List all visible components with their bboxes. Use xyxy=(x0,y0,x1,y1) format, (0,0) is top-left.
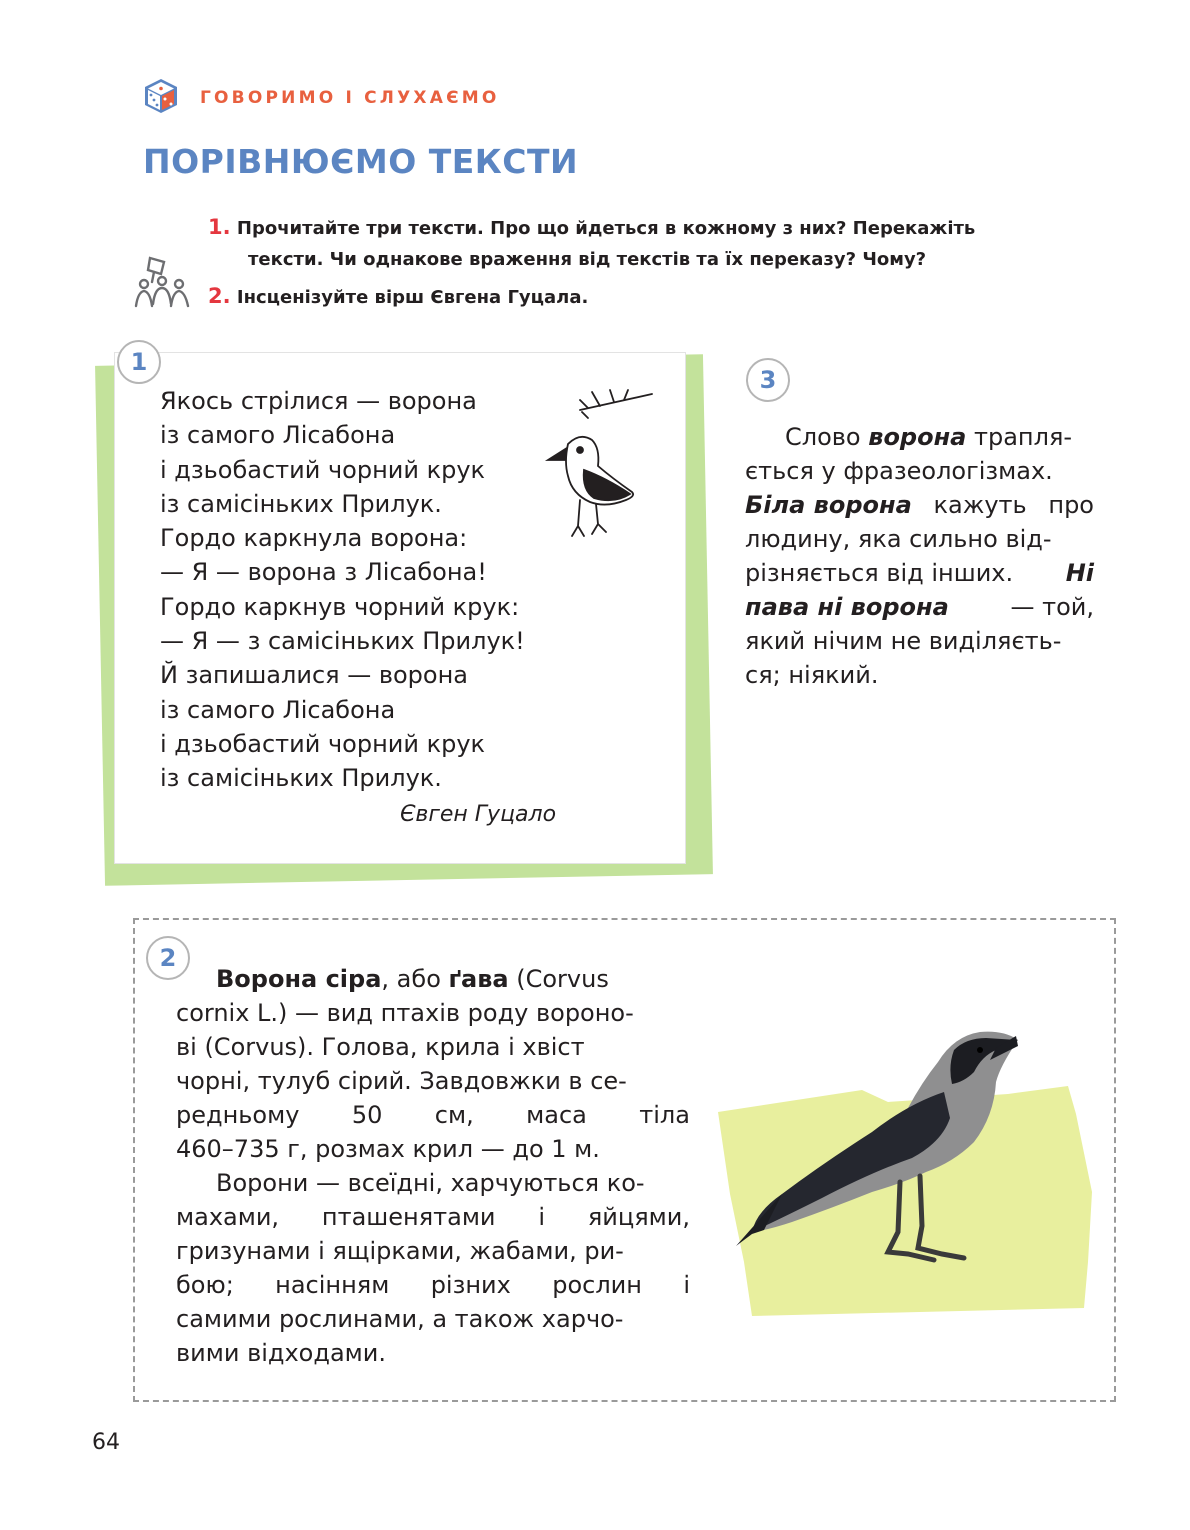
text-2-line: Ворони — всеїдні, харчуються ко- xyxy=(216,1169,645,1197)
text-2-line: вими відходами. xyxy=(176,1339,386,1367)
poem-line: і дзьобастий чорний крук xyxy=(160,455,486,484)
word: різних xyxy=(430,1271,511,1299)
word: см, xyxy=(434,1101,474,1129)
poem-line: із самісіньких Прилук. xyxy=(160,489,442,518)
word: пташенятами xyxy=(321,1203,496,1231)
text-2-line xyxy=(176,962,690,996)
text-3-paragraph xyxy=(745,420,1094,692)
text-3-line xyxy=(745,590,1094,624)
text-2-line: cornix L.) — вид птахів роду вороно- xyxy=(176,999,634,1027)
poem-line: Й запишалися — ворона xyxy=(160,661,468,690)
task-text: Інсценізуйте вірш Євгена Гуцала. xyxy=(236,287,589,308)
poem-line: і дзьобастий чорний крук xyxy=(160,729,486,758)
word: маса xyxy=(526,1101,587,1129)
text-2-line: гризунами і ящірками, жабами, ри- xyxy=(176,1237,624,1265)
word: бою; xyxy=(176,1271,234,1299)
word: тіла xyxy=(639,1101,690,1129)
task-number: 2. xyxy=(208,284,231,308)
poem-line: із самого Лісабона xyxy=(160,695,396,724)
text-3-span: трапля- xyxy=(966,423,1073,451)
text-2-line: ві (Corvus). Голова, крила і хвіст xyxy=(176,1033,585,1061)
poem-line: — Я — ворона з Лісабона! xyxy=(160,558,487,587)
text-3-line xyxy=(745,556,1094,590)
text-2-span: (Corvus xyxy=(508,965,609,993)
term-ni-pava-start: Ні xyxy=(1065,559,1094,587)
text-2-line: 460–735 г, розмах крил — до 1 м. xyxy=(176,1135,600,1163)
text-2-line: самими рослинами, а також харчо- xyxy=(176,1305,624,1333)
task-text: Прочитайте три тексти. Про що йдеться в кожному з них? Перекажіть xyxy=(236,218,976,239)
theater-group-icon xyxy=(132,254,192,312)
poem-line: — Я — з самісіньких Прилук! xyxy=(160,627,525,656)
text-2-span: , або xyxy=(381,965,449,993)
word: насінням xyxy=(275,1271,390,1299)
poem-line: із самого Лісабона xyxy=(160,421,396,450)
text-3-span: — той, xyxy=(1010,593,1094,621)
task-1 xyxy=(208,212,975,275)
text-2-line: чорні, тулуб сірий. Завдовжки в се- xyxy=(176,1067,627,1095)
poem-line: Якось стрілися — ворона xyxy=(160,387,477,415)
page-title: ПОРІВНЮЄМО ТЕКСТИ xyxy=(143,142,579,181)
word: редньому xyxy=(176,1101,300,1129)
hooded-crow-illustration xyxy=(712,1022,1112,1322)
text-2-line xyxy=(176,1200,690,1234)
text-3-line xyxy=(745,420,1094,454)
poem-line: Гордо каркнула ворона: xyxy=(160,524,468,553)
crow-sketch-illustration xyxy=(544,386,656,546)
term-vorona-sira: Ворона сіра xyxy=(216,965,382,993)
word: і xyxy=(538,1203,546,1231)
text-3-span: кажуть xyxy=(933,491,1027,519)
text-2-line xyxy=(176,1098,690,1132)
text-3-span: різняється від інших. xyxy=(745,559,1014,587)
text-2-line xyxy=(176,1268,690,1302)
text-3-badge: 3 xyxy=(746,358,790,402)
task-number: 1. xyxy=(208,215,231,239)
poem-line: Гордо каркнув чорний крук: xyxy=(160,592,520,621)
word: яйцями, xyxy=(587,1203,690,1231)
poem-line: із самісіньких Прилук. xyxy=(160,764,442,793)
term-vorona: ворона xyxy=(868,423,967,451)
word: махами, xyxy=(176,1203,280,1231)
task-2 xyxy=(208,281,588,313)
task-text-continued: тексти. Чи однакове враження від текстів та їх переказу? Чому? xyxy=(248,249,927,270)
text-2-paragraph xyxy=(176,962,690,1370)
text-3-line: людину, яка сильно від- xyxy=(745,525,1052,553)
term-gava: ґава xyxy=(448,965,509,993)
term-ni-pava-ni-vorona: пава ні ворона xyxy=(745,593,949,621)
word: і xyxy=(683,1271,690,1299)
page-number: 64 xyxy=(92,1430,120,1455)
text-1-badge: 1 xyxy=(117,340,161,384)
poem-author: Євген Гуцало xyxy=(400,802,557,827)
word: рослин xyxy=(552,1271,642,1299)
text-3-line: який нічим не виділяєть- xyxy=(745,627,1062,655)
text-2-badge: 2 xyxy=(146,936,190,980)
word: 50 xyxy=(351,1101,383,1129)
term-bila-vorona: Біла ворона xyxy=(745,491,912,519)
text-3-line: ється у фразеологізмах. xyxy=(745,457,1053,485)
text-3-span: Слово xyxy=(785,423,869,451)
text-3-span: про xyxy=(1048,491,1094,519)
dice-icon xyxy=(143,77,179,115)
text-3-line xyxy=(745,488,1094,522)
section-label: ГОВОРИМО І СЛУХАЄМО xyxy=(200,88,500,108)
poem-lines xyxy=(160,384,525,796)
text-3-line: ся; ніякий. xyxy=(745,661,879,689)
